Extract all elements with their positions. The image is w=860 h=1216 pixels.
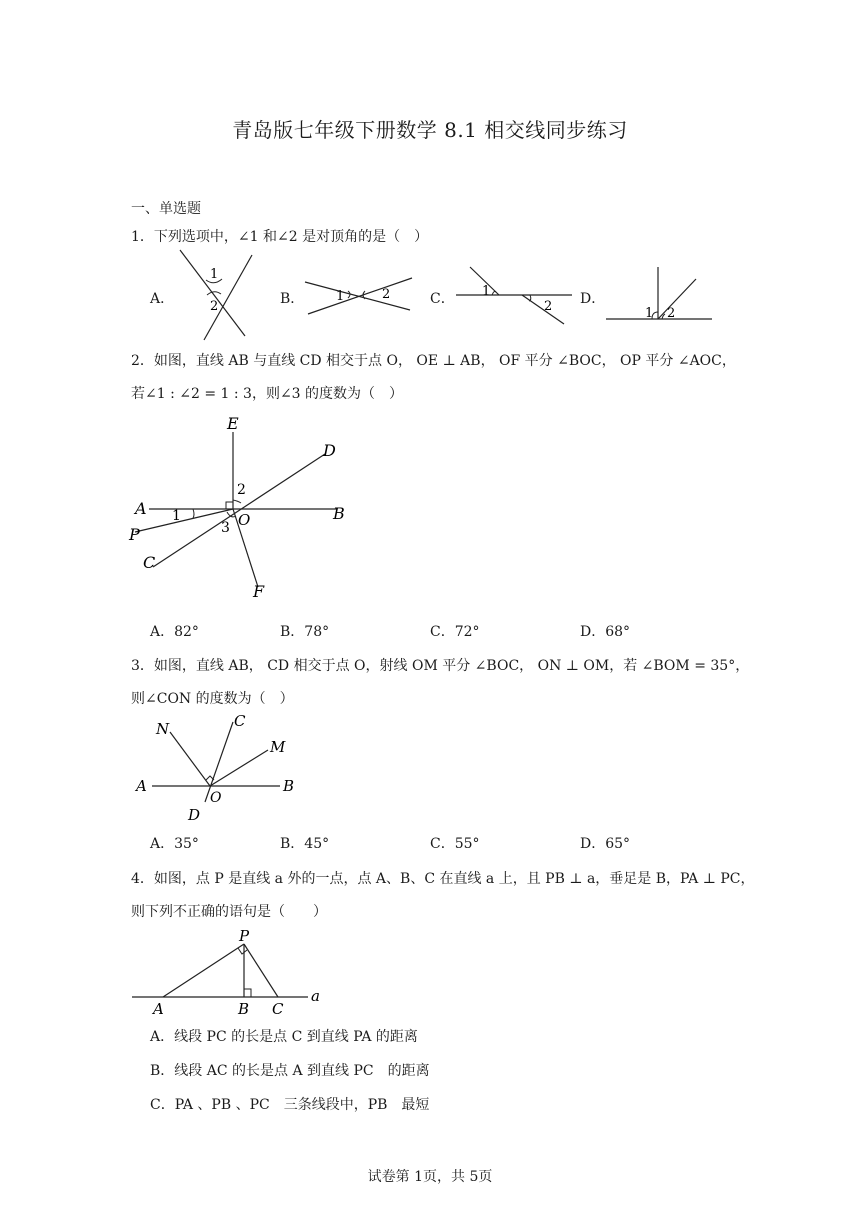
q3-label-d: D <box>188 806 201 824</box>
q3-option-a: A．35° <box>150 836 199 852</box>
q3-label-n: N <box>156 720 170 738</box>
q1-stem: 1．下列选项中，∠1 和∠2 是对顶角的是（ ） <box>131 229 429 245</box>
q4-option-b: B．线段 AC 的长是点 A 到直线 PC 的距离 <box>150 1063 430 1079</box>
q1-option-b-label: B． <box>280 291 305 307</box>
q1c-angle-2: 2 <box>544 299 553 314</box>
q2-label-b: B <box>333 504 345 523</box>
q1c-angle-1: 1 <box>482 284 491 299</box>
q1d-angle-1: 1 <box>645 306 654 321</box>
page-title: 青岛版七年级下册数学 8.1 相交线同步练习 <box>232 118 628 142</box>
q1-figure-a <box>170 250 260 342</box>
q1-option-a-label: A． <box>150 291 175 307</box>
q2-label-e: E <box>227 414 239 433</box>
q3-label-c: C <box>234 712 246 730</box>
q3-label-m: M <box>270 738 286 756</box>
q2-angle-3: 3 <box>221 520 230 536</box>
page-footer: 试卷第 1页，共 5页 <box>367 1169 493 1185</box>
q1-figure-d <box>604 265 714 325</box>
q3-label-a: A <box>136 777 147 795</box>
q2-label-p: P <box>129 525 140 544</box>
q1b-angle-2: 2 <box>382 287 391 302</box>
q2-label-o: O <box>238 511 251 529</box>
q4-label-a: A <box>153 1000 164 1018</box>
q3-label-b: B <box>283 777 295 795</box>
q2-label-d: D <box>323 441 336 460</box>
q4-figure <box>130 926 330 1018</box>
q2-angle-1: 1 <box>172 508 181 524</box>
q4-option-a: A．线段 PC 的长是点 C 到直线 PA 的距离 <box>150 1029 418 1045</box>
q2-option-c: C．72° <box>430 624 480 640</box>
q1a-angle-2: 2 <box>210 299 219 314</box>
q4-stem-line2: 则下列不正确的语句是（ ） <box>131 904 327 920</box>
q4-label-c: C <box>272 1000 284 1018</box>
q2-label-a: A <box>135 499 147 518</box>
q1-option-c-label: C． <box>430 291 455 307</box>
q4-label-b: B <box>238 1000 250 1018</box>
q1-figure-c <box>452 262 576 328</box>
q2-angle-2: 2 <box>237 482 246 498</box>
q2-stem-line1: 2．如图，直线 AB 与直线 CD 相交于点 O， OE ⊥ AB， OF 平分 ∠BOC， OP 平分 ∠AOC， <box>131 353 736 369</box>
q4-option-c: C．PA 、PB 、PC 三条线段中，PB 最短 <box>150 1097 430 1113</box>
q4-stem-line1: 4．如图，点 P 是直线 a 外的一点，点 A、B、C 在直线 a 上，且 PB ⊥ a，垂足是 B，PA ⊥ PC， <box>131 871 755 887</box>
q2-option-d: D．68° <box>580 624 631 640</box>
q2-label-c: C <box>143 553 156 572</box>
q1d-angle-2: 2 <box>667 306 676 321</box>
q1-option-d-label: D． <box>580 291 606 307</box>
q2-option-b: B．78° <box>280 624 330 640</box>
q1b-angle-1: 1 <box>336 289 345 304</box>
q3-option-c: C．55° <box>430 836 480 852</box>
q3-figure <box>130 712 305 824</box>
q2-label-f: F <box>253 582 265 601</box>
q3-stem-line2: 则∠CON 的度数为（ ） <box>131 691 294 707</box>
q4-label-p: P <box>239 927 250 945</box>
q1a-angle-1: 1 <box>210 267 219 282</box>
q3-stem-line1: 3．如图，直线 AB， CD 相交于点 O，射线 OM 平分 ∠BOC， ON ⊥ OM，若 ∠BOM = 35°， <box>131 658 750 674</box>
q3-option-d: D．65° <box>580 836 631 852</box>
q1-figure-b <box>300 270 420 320</box>
q3-label-o: O <box>210 790 222 806</box>
q3-option-b: B．45° <box>280 836 330 852</box>
q2-figure <box>125 412 365 607</box>
q4-label-line-a: a <box>311 987 320 1005</box>
q2-option-a: A．82° <box>150 624 199 640</box>
q2-stem-line2: 若∠1 : ∠2 = 1 : 3，则∠3 的度数为（ ） <box>131 386 404 402</box>
section-heading: 一、单选题 <box>131 201 201 217</box>
